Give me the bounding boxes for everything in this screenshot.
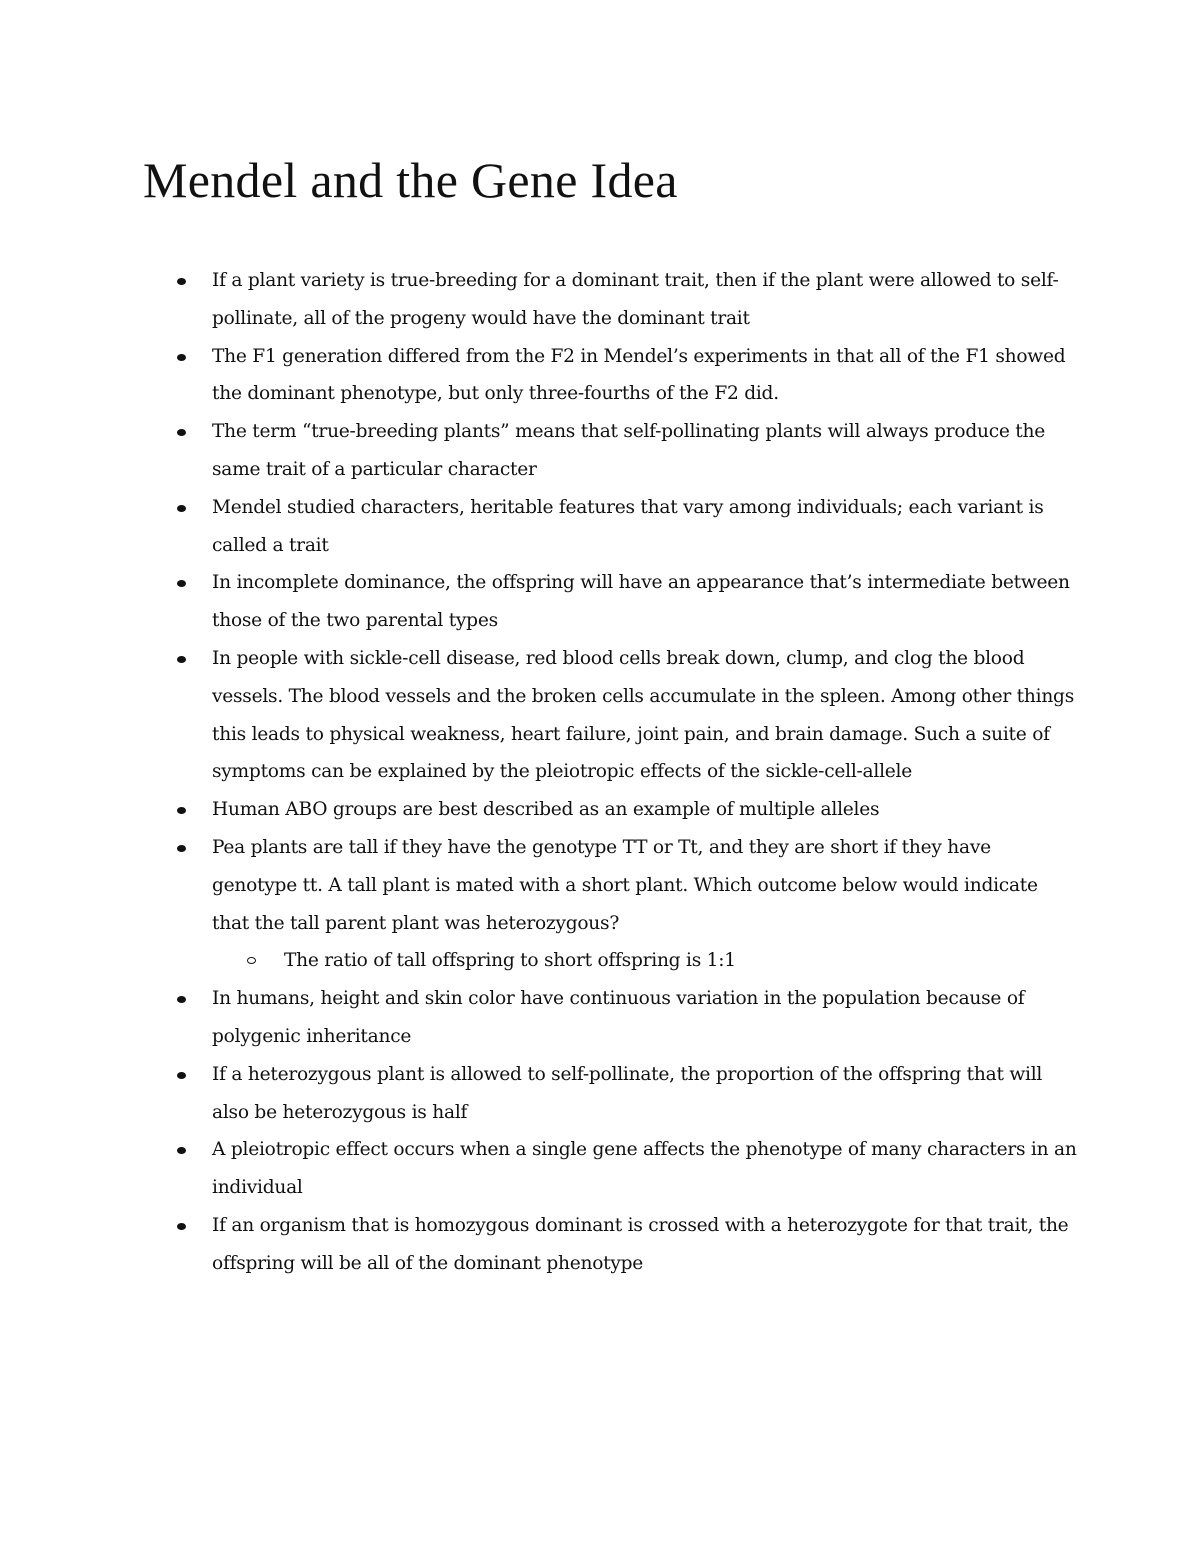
bullet-icon bbox=[177, 580, 186, 587]
bullet-icon bbox=[177, 278, 186, 285]
bullet-icon bbox=[177, 354, 186, 361]
list-item-text: Pea plants are tall if they have the genotype TT or Tt, and they are short if they have genotype tt. A tall plant is mated with a short plant. Which outcome below would indicate that the tall parent plant was heterozygous? bbox=[212, 836, 1038, 934]
list-item bbox=[212, 1056, 1077, 1132]
list-item bbox=[212, 791, 1077, 829]
list-item bbox=[212, 262, 1077, 338]
list-item bbox=[212, 829, 1077, 980]
bullet-icon bbox=[177, 429, 186, 436]
list-item bbox=[212, 1131, 1077, 1207]
hollow-bullet-icon bbox=[247, 957, 256, 964]
list-item bbox=[212, 1207, 1077, 1283]
list-item-text: In people with sickle-cell disease, red blood cells break down, clump, and clog the blood vessels. The blood vessels and the broken cells accumulate in the spleen. Among other things this leads to physical weakness, heart failure, joint pain, and brain damage. Such a suite of symptoms can be explained by the pleiotropic effects of the sickle-cell-allele bbox=[212, 647, 1074, 783]
bullet-icon bbox=[177, 845, 186, 852]
list-item bbox=[212, 640, 1077, 791]
list-item-text: In humans, height and skin color have continuous variation in the population because of polygenic inheritance bbox=[212, 988, 1025, 1047]
list-item-text: Mendel studied characters, heritable features that vary among individuals; each variant is called a trait bbox=[212, 496, 1044, 556]
list-item bbox=[212, 489, 1077, 565]
sub-list-item-text: The ratio of tall offspring to short offspring is 1:1 bbox=[284, 950, 736, 972]
list-item bbox=[212, 980, 1077, 1056]
list-item-text: Human ABO groups are best described as an example of multiple alleles bbox=[212, 799, 880, 821]
list-item-text: The term “true-breeding plants” means that self-pollinating plants will always produce the same trait of a particular character bbox=[212, 421, 1045, 480]
bullet-icon bbox=[177, 1223, 186, 1230]
bullet-icon bbox=[177, 996, 186, 1003]
list-item bbox=[212, 413, 1077, 489]
list-item-text: If a plant variety is true-breeding for a dominant trait, then if the plant were allowed to self-pollinate, all of the progeny would have the dominant trait bbox=[212, 270, 1059, 329]
list-item bbox=[212, 338, 1077, 414]
bullet-icon bbox=[177, 1147, 186, 1154]
list-item-text: If an organism that is homozygous dominant is crossed with a heterozygote for that trait, the offspring will be all of the dominant phenotype bbox=[212, 1214, 1069, 1274]
list-item-text: The F1 generation differed from the F2 in Mendel’s experiments in that all of the F1 showed the dominant phenotype, but only three-fourths of the F2 did. bbox=[212, 345, 1066, 405]
bullet-icon bbox=[177, 807, 186, 814]
sub-bullet-list bbox=[212, 942, 1077, 980]
sub-list-item bbox=[284, 942, 1077, 980]
list-item bbox=[212, 564, 1077, 640]
list-item-text: In incomplete dominance, the offspring will have an appearance that’s intermediate between those of the two parental types bbox=[212, 572, 1070, 632]
bullet-list bbox=[212, 262, 1077, 1283]
list-item-text: A pleiotropic effect occurs when a single gene affects the phenotype of many characters in an individual bbox=[212, 1139, 1077, 1199]
bullet-icon bbox=[177, 505, 186, 512]
list-item-text: If a heterozygous plant is allowed to self-pollinate, the proportion of the offspring that will also be heterozygous is half bbox=[212, 1063, 1043, 1123]
page-title: Mendel and the Gene Idea bbox=[143, 152, 678, 208]
bullet-icon bbox=[177, 1072, 186, 1079]
bullet-icon bbox=[177, 656, 186, 663]
